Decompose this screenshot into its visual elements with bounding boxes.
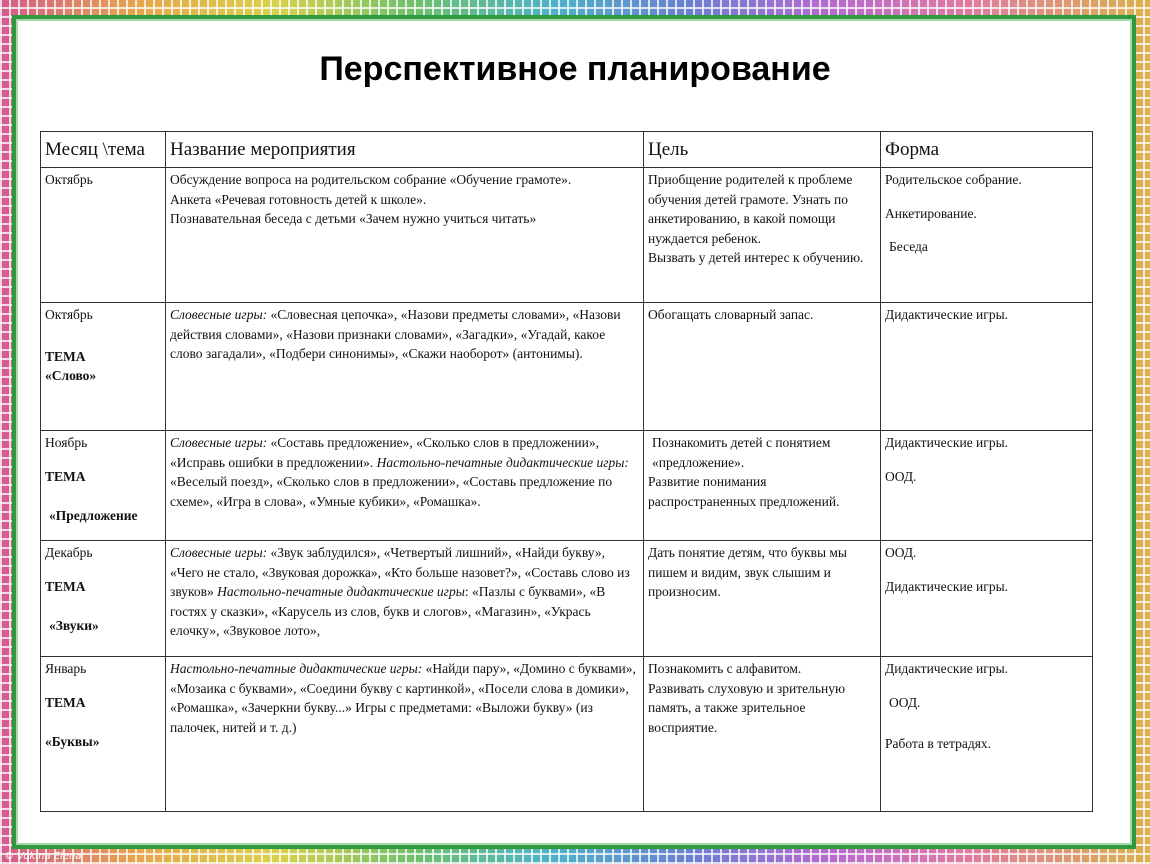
event-text: «Звук заблудился», «Четвертый лишний», «Найди букву», «Чего не стало, «Звуковая дорожка», «Кто больше назовет?», «Составь слово из звуков» [170,545,630,599]
event-category: Настольно-печатные дидактические игры [217,584,465,599]
header-form: Форма [881,132,1093,168]
goal-cell [644,303,881,431]
event-text: «Составь предложение», «Сколько слов в предложении», «Исправь ошибки в предложении». [170,435,599,470]
event-cell [166,303,644,431]
header-name: Название мероприятия [166,132,644,168]
form-line: Дидактические игры. [885,661,1009,676]
form-line: Дидактические игры. [885,578,1009,594]
form-cell [881,541,1093,657]
goal-line: Познакомить детей с понятием «предложение». [652,435,831,470]
form-line: Анкетирование. [885,205,977,221]
goal-line: Развивать слуховую и зрительную память, а также зрительное восприятие. [648,680,846,735]
form-line: ООД. [889,694,921,710]
month-cell [41,303,166,431]
topic-label: ТЕМА [45,348,86,364]
header-goal: Цель [644,132,881,168]
topic-label: ТЕМА [45,468,86,484]
form-line: Дидактические игры. [885,435,1009,450]
table-row [41,431,1093,541]
form-line: Родительское собрание. [885,172,1022,187]
form-line: Беседа [889,239,928,254]
table-row [41,168,1093,303]
form-cell [881,303,1093,431]
goal-cell [644,657,881,812]
event-text: «Найди пару», «Домино с буквами», «Мозаика с буквами», «Соедини букву с картинкой», «Посели слова в домики», «Ромашка», «Зачеркни букву...» Игры с предметами: «Выложи букву» (из палочек, нитей и т. д.) [170,661,636,735]
form-line: ООД. [885,468,917,484]
month-label: Декабрь [45,545,93,560]
goal-line: Приобщение родителей к проблеме обучения детей грамоте. Узнать по анкетированию, в какой помощи нуждается ребенок. [648,172,853,246]
topic-name: «Буквы» [45,734,100,749]
table-row [41,541,1093,657]
event-cell [166,541,644,657]
event-category: Словесные игры: [170,307,268,322]
month-cell [41,168,166,303]
event-cell [166,431,644,541]
event-line: Анкета «Речевая готовность детей к школе». [170,191,427,207]
header-row [41,132,1093,168]
event-text: «Словесная цепочка», «Назови предметы словами», «Назови действия словами», «Назови признаки словами», «Загадки», «Угадай, какое слово загадали», «Подбери синонимы», «Скажи наоборот» (антонимы). [170,307,621,361]
month-label: Январь [45,661,87,676]
topic-label: ТЕМА [45,694,86,710]
goal-line: Вызвать у детей интерес к обучению. [648,250,864,265]
planning-table [40,131,1093,812]
month-label: Октябрь [45,172,93,187]
goal-line: Дать понятие детям, что буквы мы пишем и видим, звук слышим и произносим. [648,545,847,599]
goal-line: Познакомить с алфавитом. [648,661,802,676]
goal-cell [644,168,881,303]
table-row [41,657,1093,812]
month-cell [41,657,166,812]
event-line: Познавательная беседа с детьми «Зачем нужно учиться читать» [170,211,537,226]
goal-cell [644,431,881,541]
goal-line: Развитие понимания распространенных предложений. [648,474,840,509]
event-line: Обсуждение вопроса на родительском собрание «Обучение грамоте». [170,172,572,187]
form-cell [881,431,1093,541]
month-label: Октябрь [45,307,93,322]
event-category: Настольно-печатные дидактические игры: [170,661,423,676]
goal-line: Обогащать словарный запас. [648,307,814,322]
event-category: Словесные игры: [170,545,268,560]
form-cell [881,657,1093,812]
event-cell [166,168,644,303]
topic-label: ТЕМА [45,578,86,594]
month-cell [41,541,166,657]
topic-name: «Звуки» [49,618,99,633]
watermark: © Vokina Elena [4,851,82,862]
header-month: Месяц \тема [41,132,166,168]
table-row [41,303,1093,431]
month-label: Ноябрь [45,435,88,450]
form-line: Дидактические игры. [885,307,1009,322]
slide-title: Перспективное планирование [319,50,831,88]
month-cell [41,431,166,541]
event-category: Настольно-печатные дидактические игры: [376,454,629,470]
form-cell [881,168,1093,303]
form-line: Работа в тетрадях. [885,736,992,751]
form-line: ООД. [885,545,917,560]
event-text: : «Пазлы с буквами», «В гостях у сказки», «Карусель из слов, букв и слогов», «Магазин», «Укрась елочку», «Звуковое лото», [170,584,606,638]
event-category: Словесные игры: [170,435,268,450]
topic-name: «Слово» [45,368,97,383]
goal-cell [644,541,881,657]
topic-name: «Предложение [49,508,138,523]
event-text: «Веселый поезд», «Сколько слов в предложении», «Составь предложение по схеме», «Игра в слова», «Умные кубики», «Ромашка». [170,474,613,509]
event-cell [166,657,644,812]
